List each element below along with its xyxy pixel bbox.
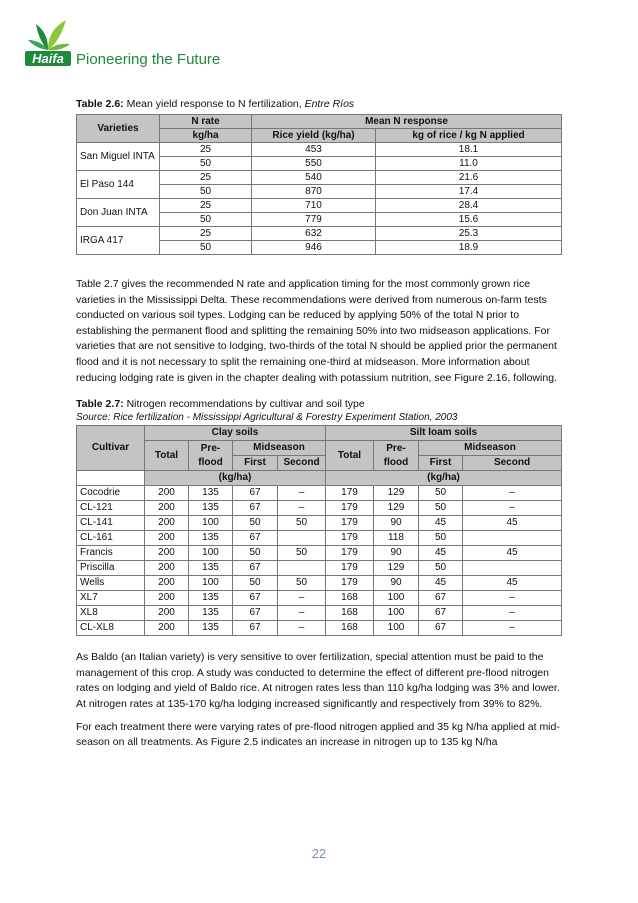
table-cell: 25 — [160, 227, 252, 241]
table-row — [77, 501, 562, 516]
table-cell: 200 — [145, 576, 189, 591]
table-cell: 67 — [419, 621, 463, 636]
table-cell: 50 — [160, 185, 252, 199]
table-cell: 632 — [252, 227, 376, 241]
table-cell: 100 — [374, 591, 419, 606]
table-cell: 135 — [189, 606, 233, 621]
table-cell: 67 — [233, 561, 278, 576]
leaf-icon — [24, 18, 72, 52]
table-row — [77, 561, 562, 576]
table-cell: 50 — [160, 213, 252, 227]
table-cell: 179 — [326, 546, 374, 561]
table-row — [77, 171, 562, 185]
table-cell: 28.4 — [376, 199, 562, 213]
table-cell: – — [463, 591, 562, 606]
table-2-6 — [76, 114, 562, 255]
table-cell: 135 — [189, 501, 233, 516]
table-cell: 50 — [160, 157, 252, 171]
table-cell: 50 — [419, 531, 463, 546]
table-cell: 200 — [145, 606, 189, 621]
table-cell: 45 — [463, 576, 562, 591]
col-varieties: Varieties — [77, 115, 160, 143]
table-cell — [278, 561, 326, 576]
table-cell: 45 — [419, 576, 463, 591]
page-number: 22 — [311, 846, 327, 861]
table-cell: 200 — [145, 486, 189, 501]
table-cell: 25 — [160, 143, 252, 157]
table-cell: 100 — [374, 606, 419, 621]
logo-wordmark: Haifa — [25, 51, 71, 66]
table-cell: 135 — [189, 591, 233, 606]
table-cell: 45 — [419, 516, 463, 531]
table-row — [77, 143, 562, 157]
table-cell: 45 — [463, 546, 562, 561]
table-cell: 710 — [252, 199, 376, 213]
table-cell — [463, 531, 562, 546]
table-cell: – — [278, 486, 326, 501]
table-cell: 200 — [145, 531, 189, 546]
paragraph-1: Table 2.7 gives the recommended N rate and application timing for the most commonly grown rice varieties in the Mississippi Delta. These recommendations were derived from numerous on-farm tests conducted on various soil types. Lodging can be reduced by applying 50% of the total N prior to establishing the permanent flood and splitting the remaining 50% into two midseason applications. For varieties that are not sensitive to lodging, two-thirds of the total N should be applied prior the permanent flood and it is not necessary to split the remaining one-third at midseason. More information about reducing lodging rate is given in the chapter dealing with potassium nutrition, see Figure 2.16, following. — [76, 278, 557, 384]
table-cell: 25 — [160, 199, 252, 213]
table-2-7 — [76, 425, 562, 636]
table-cell: 200 — [145, 591, 189, 606]
cultivar-cell: CL-161 — [77, 531, 145, 546]
table-cell: 18.9 — [376, 241, 562, 255]
table-cell: 135 — [189, 621, 233, 636]
table-row — [77, 516, 562, 531]
table-cell: 179 — [326, 576, 374, 591]
table-cell: 90 — [374, 516, 419, 531]
table-cell: 100 — [189, 516, 233, 531]
table-cell: 67 — [233, 591, 278, 606]
table-cell: 135 — [189, 531, 233, 546]
table-cell: 100 — [189, 576, 233, 591]
col-silt-total: Total — [326, 441, 374, 471]
table-cell: 100 — [189, 546, 233, 561]
table-cell: 50 — [233, 516, 278, 531]
table-cell: – — [463, 606, 562, 621]
table-row — [77, 227, 562, 241]
table-cell: 540 — [252, 171, 376, 185]
table-cell: 550 — [252, 157, 376, 171]
haifa-logo — [24, 18, 72, 66]
table-cell: 50 — [160, 241, 252, 255]
table-cell: – — [463, 501, 562, 516]
table-cell: 67 — [419, 591, 463, 606]
table-cell: 25.3 — [376, 227, 562, 241]
table-cell: 15.6 — [376, 213, 562, 227]
table-row — [77, 531, 562, 546]
table-cell: 946 — [252, 241, 376, 255]
table-cell: 45 — [419, 546, 463, 561]
table-cell: 50 — [278, 546, 326, 561]
cultivar-cell: XL8 — [77, 606, 145, 621]
col-silt-first: First — [419, 456, 463, 471]
col-silt-midseason: Midseason — [419, 441, 562, 456]
table-row — [77, 591, 562, 606]
col-n-rate: N rate — [160, 115, 252, 129]
table-cell: 200 — [145, 516, 189, 531]
table-cell: 870 — [252, 185, 376, 199]
cultivar-cell: CL-121 — [77, 501, 145, 516]
table-row — [77, 606, 562, 621]
table-cell: 25 — [160, 171, 252, 185]
col-clay-total: Total — [145, 441, 189, 471]
table-2-6-caption: Table 2.6: Mean yield response to N fertilization, Entre Ríos — [76, 98, 355, 110]
col-rice-yield: Rice yield (kg/ha) — [252, 129, 376, 143]
table-cell: 779 — [252, 213, 376, 227]
table-cell: 67 — [233, 486, 278, 501]
table-cell: 129 — [374, 486, 419, 501]
table-cell: 11.0 — [376, 157, 562, 171]
paragraph-3: For each treatment there were varying rates of pre-flood nitrogen applied and 35 kg N/ha applied at mid-season on all treatments. As Figure 2.5 indicates an increase in nitrogen up to 135 kg N/ha — [76, 720, 560, 749]
table-cell: 17.4 — [376, 185, 562, 199]
table-cell: 200 — [145, 621, 189, 636]
col-mean-n-response: Mean N response — [252, 115, 562, 129]
variety-cell: El Paso 144 — [77, 171, 160, 199]
table-row — [77, 576, 562, 591]
table-cell: 67 — [233, 606, 278, 621]
table-cell: 50 — [278, 576, 326, 591]
table-cell: 179 — [326, 501, 374, 516]
table-cell: 90 — [374, 576, 419, 591]
col-cultivar: Cultivar — [77, 426, 145, 471]
tagline: Pioneering the Future — [76, 51, 221, 68]
table-cell: 21.6 — [376, 171, 562, 185]
variety-cell: San Miguel INTA — [77, 143, 160, 171]
col-clay-soils: Clay soils — [145, 426, 326, 441]
paragraph-2: As Baldo (an Italian variety) is very sensitive to over fertilization, special attention must be paid to the management of this crop. A study was conducted to determine the effect of different pre-flood nitrogen rates on lodging and yield of Baldo rice. At nitrogen rates less than 110 kg/ha lodging was 3% and lower. At nitrogen rates at 135-170 kg/ha lodging increased significantly and respectively from 39% to 82%. — [76, 651, 560, 710]
col-clay-first: First — [233, 456, 278, 471]
table-2-7-caption: Table 2.7: Nitrogen recommendations by cultivar and soil type — [76, 398, 365, 411]
table-cell: 50 — [419, 561, 463, 576]
table-row — [77, 621, 562, 636]
col-kg-ha: kg/ha — [160, 129, 252, 143]
table-cell: 179 — [326, 486, 374, 501]
table-cell: 50 — [233, 546, 278, 561]
unit-clay: (kg/ha) — [145, 471, 326, 486]
cultivar-cell: Priscilla — [77, 561, 145, 576]
cultivar-cell: CL-XL8 — [77, 621, 145, 636]
table-cell: 200 — [145, 501, 189, 516]
table-cell: 50 — [419, 501, 463, 516]
table-cell: 45 — [463, 516, 562, 531]
col-silt-pre-flood: Pre-flood — [374, 441, 419, 471]
col-clay-midseason: Midseason — [233, 441, 326, 456]
table-cell: 179 — [326, 531, 374, 546]
table-2-7-source: Source: Rice fertilization - Mississippi Agricultural & Forestry Experiment Station, 2003 — [76, 412, 458, 424]
table-cell: – — [463, 486, 562, 501]
page-content — [76, 98, 562, 751]
table-cell: 50 — [233, 576, 278, 591]
table-cell: 200 — [145, 546, 189, 561]
table-cell: 168 — [326, 606, 374, 621]
variety-cell: Don Juan INTA — [77, 199, 160, 227]
table-cell: 50 — [278, 516, 326, 531]
table-cell: 168 — [326, 621, 374, 636]
table-cell — [278, 531, 326, 546]
table-cell: 179 — [326, 561, 374, 576]
table-cell: 135 — [189, 486, 233, 501]
col-kg-rice-per-kg-n: kg of rice / kg N applied — [376, 129, 562, 143]
cultivar-cell: XL7 — [77, 591, 145, 606]
table-cell: 179 — [326, 516, 374, 531]
table-row — [77, 486, 562, 501]
table-cell: 100 — [374, 621, 419, 636]
table-cell: 18.1 — [376, 143, 562, 157]
table-cell: 67 — [419, 606, 463, 621]
table-cell: – — [278, 621, 326, 636]
col-clay-pre-flood: Pre-flood — [189, 441, 233, 471]
table-cell — [463, 561, 562, 576]
table-cell: 200 — [145, 561, 189, 576]
cultivar-cell: CL-141 — [77, 516, 145, 531]
col-silt-second: Second — [463, 456, 562, 471]
table-cell: – — [278, 591, 326, 606]
table-row — [77, 546, 562, 561]
table-cell: – — [463, 621, 562, 636]
table-cell: – — [278, 606, 326, 621]
table-row — [77, 199, 562, 213]
table-cell: 90 — [374, 546, 419, 561]
table-cell: 135 — [189, 561, 233, 576]
cultivar-cell: Francis — [77, 546, 145, 561]
variety-cell: IRGA 417 — [77, 227, 160, 255]
table-cell: – — [278, 501, 326, 516]
table-cell: 118 — [374, 531, 419, 546]
table-cell: 67 — [233, 621, 278, 636]
table-cell: 67 — [233, 531, 278, 546]
unit-silt: (kg/ha) — [326, 471, 562, 486]
table-cell: 50 — [419, 486, 463, 501]
col-silt-loam-soils: Silt loam soils — [326, 426, 562, 441]
table-cell: 168 — [326, 591, 374, 606]
table-cell: 129 — [374, 561, 419, 576]
cultivar-cell: Wells — [77, 576, 145, 591]
table-cell: 453 — [252, 143, 376, 157]
col-clay-second: Second — [278, 456, 326, 471]
table-cell: 129 — [374, 501, 419, 516]
cultivar-cell: Cocodrie — [77, 486, 145, 501]
table-cell: 67 — [233, 501, 278, 516]
